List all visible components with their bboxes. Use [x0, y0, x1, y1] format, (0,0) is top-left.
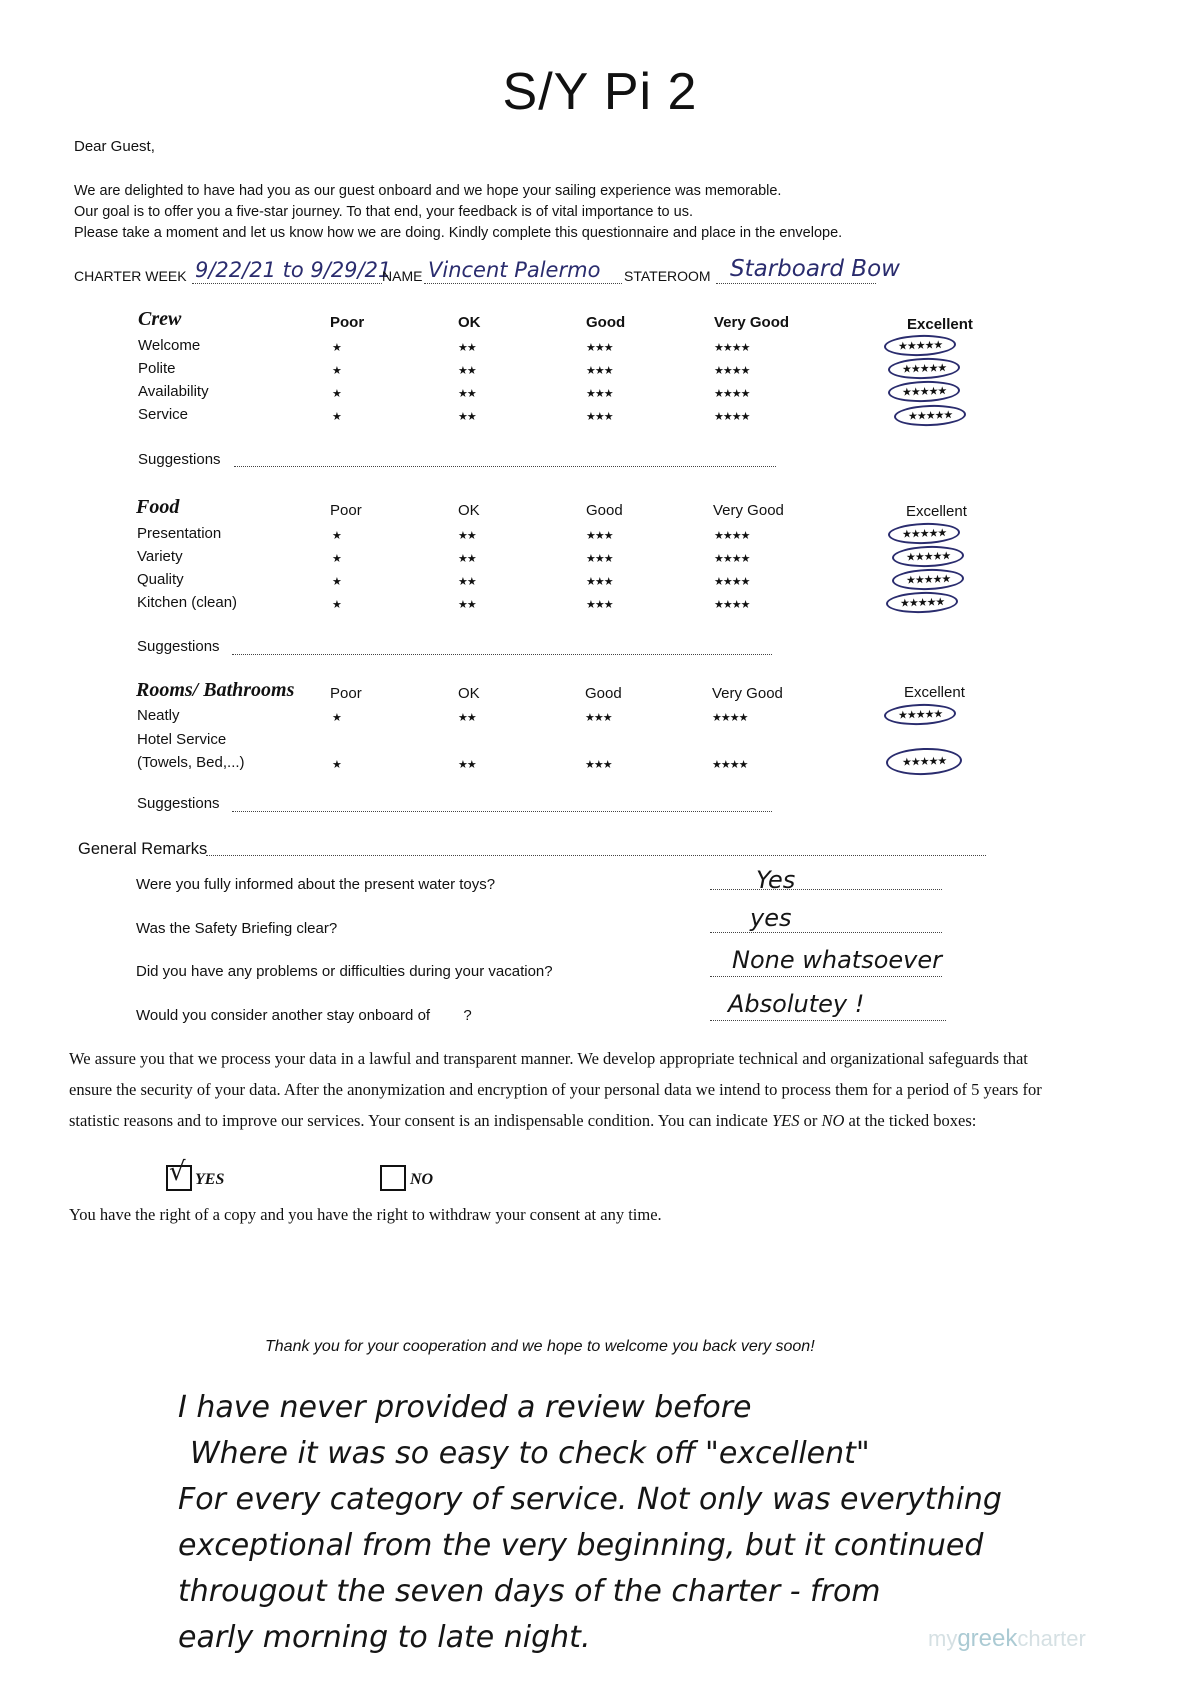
answer-value[interactable]: yes: [750, 904, 792, 932]
row-label: Presentation: [137, 525, 222, 542]
rating-very-good[interactable]: ★★★★: [714, 552, 750, 565]
col-header-good: Good: [586, 314, 626, 331]
rating-poor[interactable]: ★: [332, 575, 341, 588]
check-mark-icon: √: [169, 1157, 186, 1187]
rating-excellent-circled[interactable]: ★★★★★: [886, 747, 963, 777]
row-label: Welcome: [138, 337, 201, 354]
rating-excellent-circled[interactable]: ★★★★★: [888, 380, 961, 404]
col-header-excellent: Excellent: [907, 316, 973, 333]
rating-poor[interactable]: ★: [332, 364, 341, 377]
review-line: I have never provided a review before: [178, 1390, 752, 1425]
rating-excellent-circled[interactable]: ★★★★★: [888, 357, 961, 381]
intro-line: Our goal is to offer you a five-star journey. To that end, your feedback is of vital importance to us.: [74, 204, 693, 220]
question-text: Was the Safety Briefing clear?: [136, 920, 338, 937]
rating-poor[interactable]: ★: [332, 387, 341, 400]
crew-suggestions-line[interactable]: [234, 466, 776, 467]
rooms-suggestions-label: Suggestions: [137, 795, 220, 812]
stateroom-label: STATEROOM: [624, 268, 711, 284]
rating-poor[interactable]: ★: [332, 711, 341, 724]
watermark-logo: [928, 1625, 1086, 1653]
col-header-ok: OK: [458, 502, 480, 519]
rooms-section-title: Rooms/ Bathrooms: [136, 679, 295, 701]
document-title: S/Y Pi 2: [502, 63, 698, 121]
col-header-good: Good: [586, 502, 623, 519]
charter-week-line: [192, 283, 382, 284]
general-remarks-line[interactable]: [206, 855, 986, 856]
col-header-ok: OK: [458, 685, 480, 702]
rating-good[interactable]: ★★★: [586, 552, 613, 565]
name-value[interactable]: Vincent Palermo: [428, 258, 601, 282]
watermark-brand: greek: [957, 1625, 1018, 1652]
rating-good[interactable]: ★★★: [586, 529, 613, 542]
rating-ok[interactable]: ★★: [458, 387, 476, 400]
row-label-sub: (Towels, Bed,...): [137, 754, 245, 771]
review-line: early morning to late night.: [178, 1620, 591, 1655]
consent-yes-label: YES: [195, 1171, 225, 1188]
rating-very-good[interactable]: ★★★★: [714, 529, 750, 542]
col-header-excellent: Excellent: [906, 503, 967, 520]
row-label: Service: [138, 406, 189, 423]
rating-good[interactable]: ★★★: [586, 387, 613, 400]
rating-ok[interactable]: ★★: [458, 341, 476, 354]
consent-or: or: [803, 1111, 818, 1130]
rating-poor[interactable]: ★: [332, 758, 341, 771]
consent-text: We assure you that we process your data in a lawful and transparent manner. We develop appropriate technical and organizational safeguards that ensure the security of your data. After the anonymization and encryption of your personal data we intend to process them for a period of 5 years for statistic reasons and to improve our services. Your consent is an indispensable condition. You can indicate: [69, 1049, 1042, 1130]
thank-you-note: Thank you for your cooperation and we hope to welcome you back very soon!: [265, 1338, 815, 1355]
question-text: Did you have any problems or difficulties during your vacation?: [136, 963, 553, 980]
col-header-good: Good: [585, 685, 622, 702]
row-label: Variety: [137, 548, 183, 565]
row-label: Polite: [138, 360, 176, 377]
rating-poor[interactable]: ★: [332, 410, 341, 423]
name-label: NAME: [382, 268, 423, 284]
rating-good[interactable]: ★★★: [585, 711, 612, 724]
rating-poor[interactable]: ★: [332, 598, 341, 611]
rating-excellent-circled[interactable]: ★★★★★: [894, 404, 967, 428]
charter-week-label: CHARTER WEEK: [74, 268, 187, 284]
row-label: Quality: [137, 571, 184, 588]
col-header-very-good: Very Good: [714, 314, 790, 331]
consent-no-word: NO: [821, 1111, 845, 1130]
intro-line: We are delighted to have had you as our guest onboard and we hope your sailing experience was memorable.: [74, 183, 782, 199]
review-line: For every category of service. Not only was everything: [178, 1482, 1002, 1517]
rating-poor[interactable]: ★: [332, 529, 341, 542]
food-suggestions-label: Suggestions: [137, 638, 220, 655]
consent-rights: You have the right of a copy and you have the right to withdraw your consent at any time.: [69, 1205, 662, 1224]
rating-excellent-circled[interactable]: ★★★★★: [892, 568, 965, 592]
answer-value[interactable]: Yes: [756, 866, 796, 894]
rating-ok[interactable]: ★★: [458, 552, 476, 565]
rating-ok[interactable]: ★★: [458, 758, 476, 771]
rating-ok[interactable]: ★★: [458, 598, 476, 611]
review-line: exceptional from the very beginning, but it continued: [178, 1528, 984, 1563]
rating-good[interactable]: ★★★: [586, 575, 613, 588]
crew-section-title: Crew: [138, 308, 182, 330]
food-suggestions-line[interactable]: [232, 654, 772, 655]
answer-line: [710, 932, 942, 933]
name-line: [424, 283, 622, 284]
col-header-poor: Poor: [330, 502, 362, 519]
rating-good[interactable]: ★★★: [586, 364, 613, 377]
rating-excellent-circled[interactable]: ★★★★★: [888, 522, 961, 546]
col-header-poor: Poor: [330, 314, 365, 331]
rating-ok[interactable]: ★★: [458, 575, 476, 588]
watermark-prefix: my: [928, 1626, 958, 1651]
col-header-poor: Poor: [330, 685, 362, 702]
rating-poor[interactable]: ★: [332, 341, 341, 354]
rating-very-good[interactable]: ★★★★: [712, 758, 748, 771]
intro-line: Please take a moment and let us know how we are doing. Kindly complete this questionnaire and place in the envelope.: [74, 225, 843, 241]
rating-ok[interactable]: ★★: [458, 529, 476, 542]
answer-line: [710, 976, 942, 977]
row-label: Kitchen (clean): [137, 594, 238, 611]
rating-excellent-circled[interactable]: ★★★★★: [892, 545, 965, 569]
rating-good[interactable]: ★★★: [586, 598, 613, 611]
consent-paragraph: [69, 1043, 1049, 1136]
rating-excellent-circled[interactable]: ★★★★★: [884, 334, 957, 358]
rating-very-good[interactable]: ★★★★: [714, 364, 750, 377]
handwritten-review: [178, 1385, 1178, 1661]
row-label: Hotel Service: [137, 731, 227, 748]
answer-line: [710, 1020, 946, 1021]
general-remarks-label: General Remarks: [78, 840, 208, 858]
watermark-suffix: charter: [1017, 1626, 1086, 1651]
greeting: Dear Guest,: [74, 138, 155, 155]
review-line: Where it was so easy to check off "excellent": [190, 1436, 870, 1471]
rating-very-good[interactable]: ★★★★: [712, 711, 748, 724]
rating-ok[interactable]: ★★: [458, 711, 476, 724]
rating-excellent-circled[interactable]: ★★★★★: [886, 591, 959, 615]
row-label: Availability: [138, 383, 209, 400]
intro-paragraph: [74, 181, 842, 244]
rating-very-good[interactable]: ★★★★: [714, 387, 750, 400]
stateroom-value[interactable]: Starboard Bow: [730, 256, 900, 282]
col-header-ok: OK: [458, 314, 481, 331]
rating-very-good[interactable]: ★★★★: [714, 410, 750, 423]
rating-poor[interactable]: ★: [332, 552, 341, 565]
consent-tail: at the ticked boxes:: [848, 1111, 977, 1130]
row-label: Neatly: [137, 707, 180, 724]
col-header-very-good: Very Good: [713, 502, 784, 519]
rating-good[interactable]: ★★★: [586, 410, 613, 423]
stateroom-line: [716, 283, 876, 284]
rating-ok[interactable]: ★★: [458, 410, 476, 423]
rooms-suggestions-line[interactable]: [232, 811, 772, 812]
rating-ok[interactable]: ★★: [458, 364, 476, 377]
answer-value[interactable]: None whatsoever: [732, 946, 942, 974]
rating-good[interactable]: ★★★: [585, 758, 612, 771]
consent-no-label: NO: [410, 1171, 434, 1188]
rating-very-good[interactable]: ★★★★: [714, 575, 750, 588]
consent-no-checkbox[interactable]: [380, 1165, 406, 1191]
consent-yes-word: YES: [771, 1111, 800, 1130]
food-section-title: Food: [136, 496, 180, 518]
col-header-very-good: Very Good: [712, 685, 783, 702]
charter-week-value[interactable]: 9/22/21 to 9/29/21: [195, 258, 392, 282]
rating-very-good[interactable]: ★★★★: [714, 341, 750, 354]
crew-suggestions-label: Suggestions: [138, 451, 221, 468]
rating-very-good[interactable]: ★★★★: [714, 598, 750, 611]
review-line: througout the seven days of the charter - from: [178, 1574, 881, 1609]
question-text: Would you consider another stay onboard of ?: [136, 1007, 472, 1024]
rating-excellent-circled[interactable]: ★★★★★: [884, 703, 957, 727]
consent-yes-checkbox[interactable]: [166, 1157, 192, 1191]
answer-line: [710, 889, 942, 890]
rating-good[interactable]: ★★★: [586, 341, 613, 354]
col-header-excellent: Excellent: [904, 684, 965, 701]
question-text: Were you fully informed about the present water toys?: [136, 876, 496, 893]
answer-value[interactable]: Absolutey !: [728, 990, 865, 1018]
